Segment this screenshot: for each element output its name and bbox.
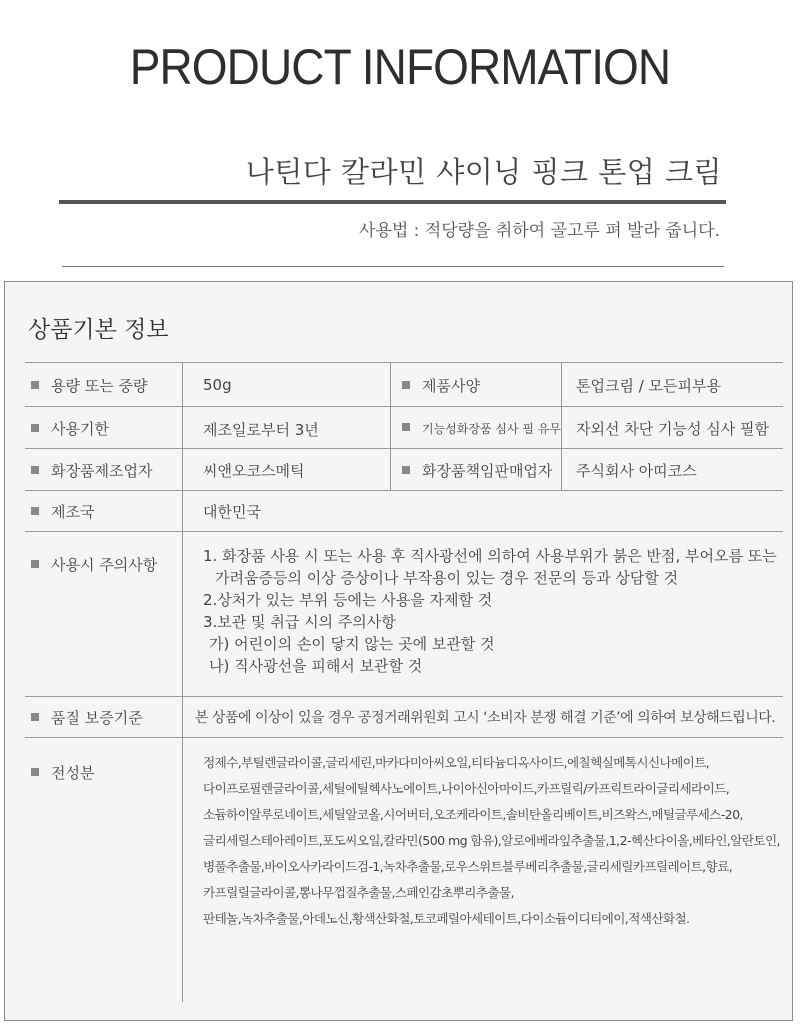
row-label: 제조국 (31, 501, 94, 522)
table-line (25, 737, 783, 738)
caution-label: 사용시 주의사항 (31, 554, 157, 575)
row-value: 자외선 차단 기능성 심사 필함 (576, 420, 769, 438)
bullet-icon (402, 466, 410, 474)
row-value: 주식회사 아띠코스 (576, 462, 697, 480)
bullet-icon (31, 560, 39, 568)
product-name: 나틴다 칼라민 샤이닝 핑크 톤업 크림 (245, 155, 722, 189)
page-title: PRODUCT INFORMATION (129, 39, 671, 95)
ingredient-line: 다이프로필렌글라이콜,세틸에틸헥사노에이트,나이아신아마이드,카프릴릭/카프릭트라이글리세라이드, (203, 781, 730, 796)
bullet-icon (31, 424, 39, 432)
row-label: 기능성화장품 심사 필 유무 (402, 420, 561, 437)
row-value: 제조일로부터 3년 (203, 421, 319, 439)
caution-line: 1. 화장품 사용 시 또는 사용 후 직사광선에 의하여 사용부위가 붉은 반점, 부어오름 또는 (203, 547, 777, 565)
row-value: 대한민국 (203, 503, 261, 521)
usage-divider (62, 266, 724, 267)
row-value: 50g (203, 376, 232, 394)
row-label: 화장품책임판매업자 (402, 460, 552, 481)
ingredients-label: 전성분 (31, 762, 94, 783)
caution-text (203, 545, 777, 677)
table-line (25, 406, 783, 407)
ingredient-line: 글리세릴스테아레이트,포도씨오일,칼라민(500 mg 함유),알로에베라잎추출물,1,2-헥산다이올,베타인,알란토인, (203, 833, 780, 848)
quality-text: 본 상품에 이상이 있을 경우 공정거래위원회 고시 ‘소비자 분쟁 해결 기준’에 의하여 보상해드립니다. (195, 710, 776, 726)
caution-line: 2.상처가 있는 부위 등에는 사용을 자제할 것 (203, 591, 493, 609)
header-divider (59, 200, 726, 204)
caution-line: 가려움증등의 이상 증상이나 부작용이 있는 경우 전문의 등과 상담할 것 (215, 569, 679, 587)
bullet-icon (402, 381, 410, 389)
table-line (25, 531, 783, 532)
ingredients-text (203, 750, 780, 932)
ingredient-line: 카프릴릴글라이콜,뽕나무껍질추출물,스페인감초뿌리추출물, (203, 885, 514, 900)
table-line (25, 696, 783, 697)
row-label: 용량 또는 중량 (31, 375, 147, 396)
row-label: 제품사양 (402, 375, 480, 396)
bullet-icon (31, 768, 39, 776)
ingredient-line: 정제수,부틸렌글라이콜,글리세린,마카다미아씨오일,티타늄디옥사이드,에칠헥실메톡시신나메이트, (203, 755, 710, 770)
table-line (25, 362, 783, 363)
table-line (25, 448, 783, 449)
bullet-icon (402, 423, 410, 431)
row-value: 톤업크림 / 모든피부용 (576, 377, 722, 395)
ingredient-line: 병풀추출물,바이오사카라이드검-1,녹차추출물,로우스위트블루베리추출물,글리세릴카프릴레이트,향료, (203, 859, 733, 874)
bullet-icon (31, 713, 39, 721)
row-label: 사용기한 (31, 418, 109, 439)
table-line (25, 490, 783, 491)
table-line (182, 362, 183, 1002)
row-label: 화장품제조업자 (31, 460, 152, 481)
section-title: 상품기본 정보 (28, 317, 169, 343)
bullet-icon (31, 466, 39, 474)
usage-instructions: 사용법 : 적당량을 취하여 골고루 펴 발라 줍니다. (359, 221, 720, 241)
bullet-icon (31, 381, 39, 389)
bullet-icon (31, 507, 39, 515)
quality-label: 품질 보증기준 (31, 707, 143, 728)
caution-line: 가) 어린이의 손이 닿지 않는 곳에 보관할 것 (209, 635, 495, 653)
caution-line: 나) 직사광선을 피해서 보관할 것 (209, 657, 423, 675)
table-line (561, 362, 562, 490)
ingredient-line: 소듐하이알루로네이트,세틸알코올,시어버터,오조케라이트,솔비탄올리베이트,비즈왁스,메틸글루세스-20, (203, 807, 743, 822)
product-info-panel (4, 281, 793, 1021)
table-line (390, 362, 391, 490)
caution-line: 3.보관 및 취급 시의 주의사항 (203, 613, 396, 631)
ingredient-line: 판테놀,녹차추출물,아데노신,황색산화철,토코페릴아세테이트,다이소듐이디티에이,적색산화철. (203, 911, 690, 926)
row-value: 씨앤오코스메틱 (203, 462, 305, 480)
